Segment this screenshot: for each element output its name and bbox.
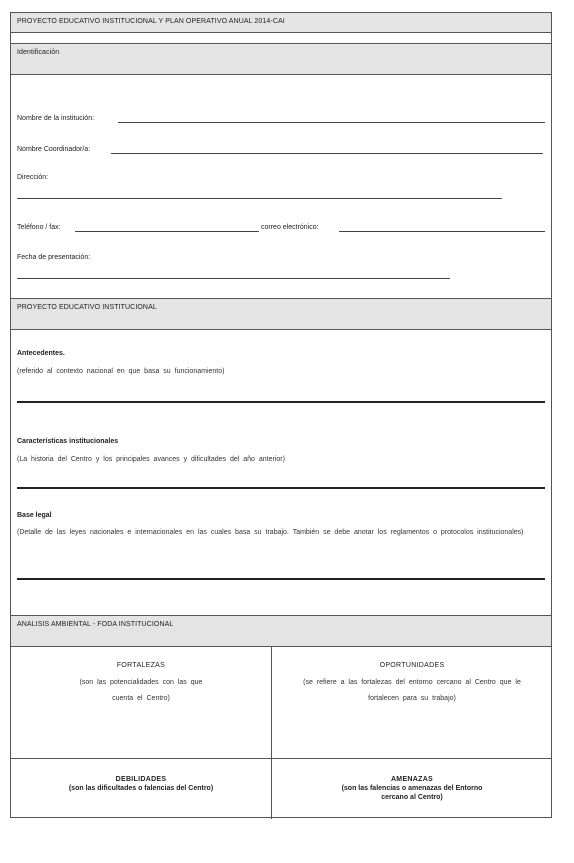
caracteristicas-desc: (La historia del Centro y los principales avances y dificultades del año anterior) bbox=[17, 456, 285, 463]
field-label: Dirección: bbox=[17, 174, 49, 181]
amenazas-desc: (son las falencias o amenazas del Entorno cercano al Centro) bbox=[341, 785, 483, 801]
base-legal-divider bbox=[17, 578, 545, 580]
field-label: Nombre de la institución: bbox=[17, 115, 95, 122]
foda-fortalezas bbox=[11, 646, 271, 759]
direccion-line[interactable] bbox=[17, 198, 502, 199]
field-label: Nombre Coordinador/a: bbox=[17, 146, 91, 153]
field-line[interactable] bbox=[118, 122, 545, 123]
debilidades-title: DEBILIDADES bbox=[115, 776, 167, 783]
oportunidades-title: OPORTUNIDADES bbox=[379, 662, 445, 669]
field-label: Fecha de presentación: bbox=[17, 254, 91, 261]
caracteristicas-divider bbox=[17, 487, 545, 489]
antecedentes-divider bbox=[17, 401, 545, 403]
field-direccion[interactable] bbox=[17, 171, 545, 183]
section-heading-identificacion: Identificación bbox=[11, 43, 551, 75]
field-nombre-institucion[interactable] bbox=[17, 112, 545, 124]
form-frame bbox=[10, 12, 552, 818]
foda-oportunidades bbox=[272, 646, 552, 759]
fortalezas-desc: (son las potencialidades con las que cuenta el Centro) bbox=[79, 679, 203, 702]
oportunidades-desc: (se refiere a las fortalezas del entorno cercano al Centro que le fortalecen para su trabajo) bbox=[303, 679, 521, 702]
antecedentes-title: Antecedentes. bbox=[17, 350, 65, 357]
base-legal-title: Base legal bbox=[17, 512, 52, 519]
section-heading-pei: PROYECTO EDUCATIVO INSTITUCIONAL bbox=[11, 298, 551, 330]
caracteristicas-title: Características institucionales bbox=[17, 438, 119, 445]
fortalezas-title: FORTALEZAS bbox=[116, 662, 166, 669]
base-legal-desc: (Detalle de las leyes nacionales e internacionales en las cuales basa su trabajo. También se debe anotar los reglamentos o protocolos institucionales) bbox=[17, 529, 524, 536]
field-label: Teléfono / fax: bbox=[17, 224, 61, 231]
amenazas-title: AMENAZAS bbox=[390, 776, 434, 783]
field-label-correo: correo electrónico: bbox=[261, 224, 319, 231]
antecedentes-desc: (referido al contexto nacional en que basa su funcionamiento) bbox=[17, 368, 225, 375]
debilidades-desc: (son las dificultades o falencias del Centro) bbox=[68, 785, 214, 792]
foda-amenazas bbox=[272, 759, 552, 819]
foda-debilidades bbox=[11, 759, 271, 819]
field-telefono[interactable] bbox=[17, 221, 545, 233]
document-title: PROYECTO EDUCATIVO INSTITUCIONAL Y PLAN OPERATIVO ANUAL 2014-CAI bbox=[11, 13, 551, 33]
fecha-line[interactable] bbox=[17, 278, 450, 279]
section-heading-foda: ANALISIS AMBIENTAL - FODA INSTITUCIONAL bbox=[11, 615, 551, 647]
field-line-correo[interactable] bbox=[339, 231, 545, 232]
field-nombre-coordinador[interactable] bbox=[17, 143, 545, 155]
field-line[interactable] bbox=[75, 231, 259, 232]
field-fecha[interactable] bbox=[17, 251, 545, 263]
field-line[interactable] bbox=[111, 153, 543, 154]
